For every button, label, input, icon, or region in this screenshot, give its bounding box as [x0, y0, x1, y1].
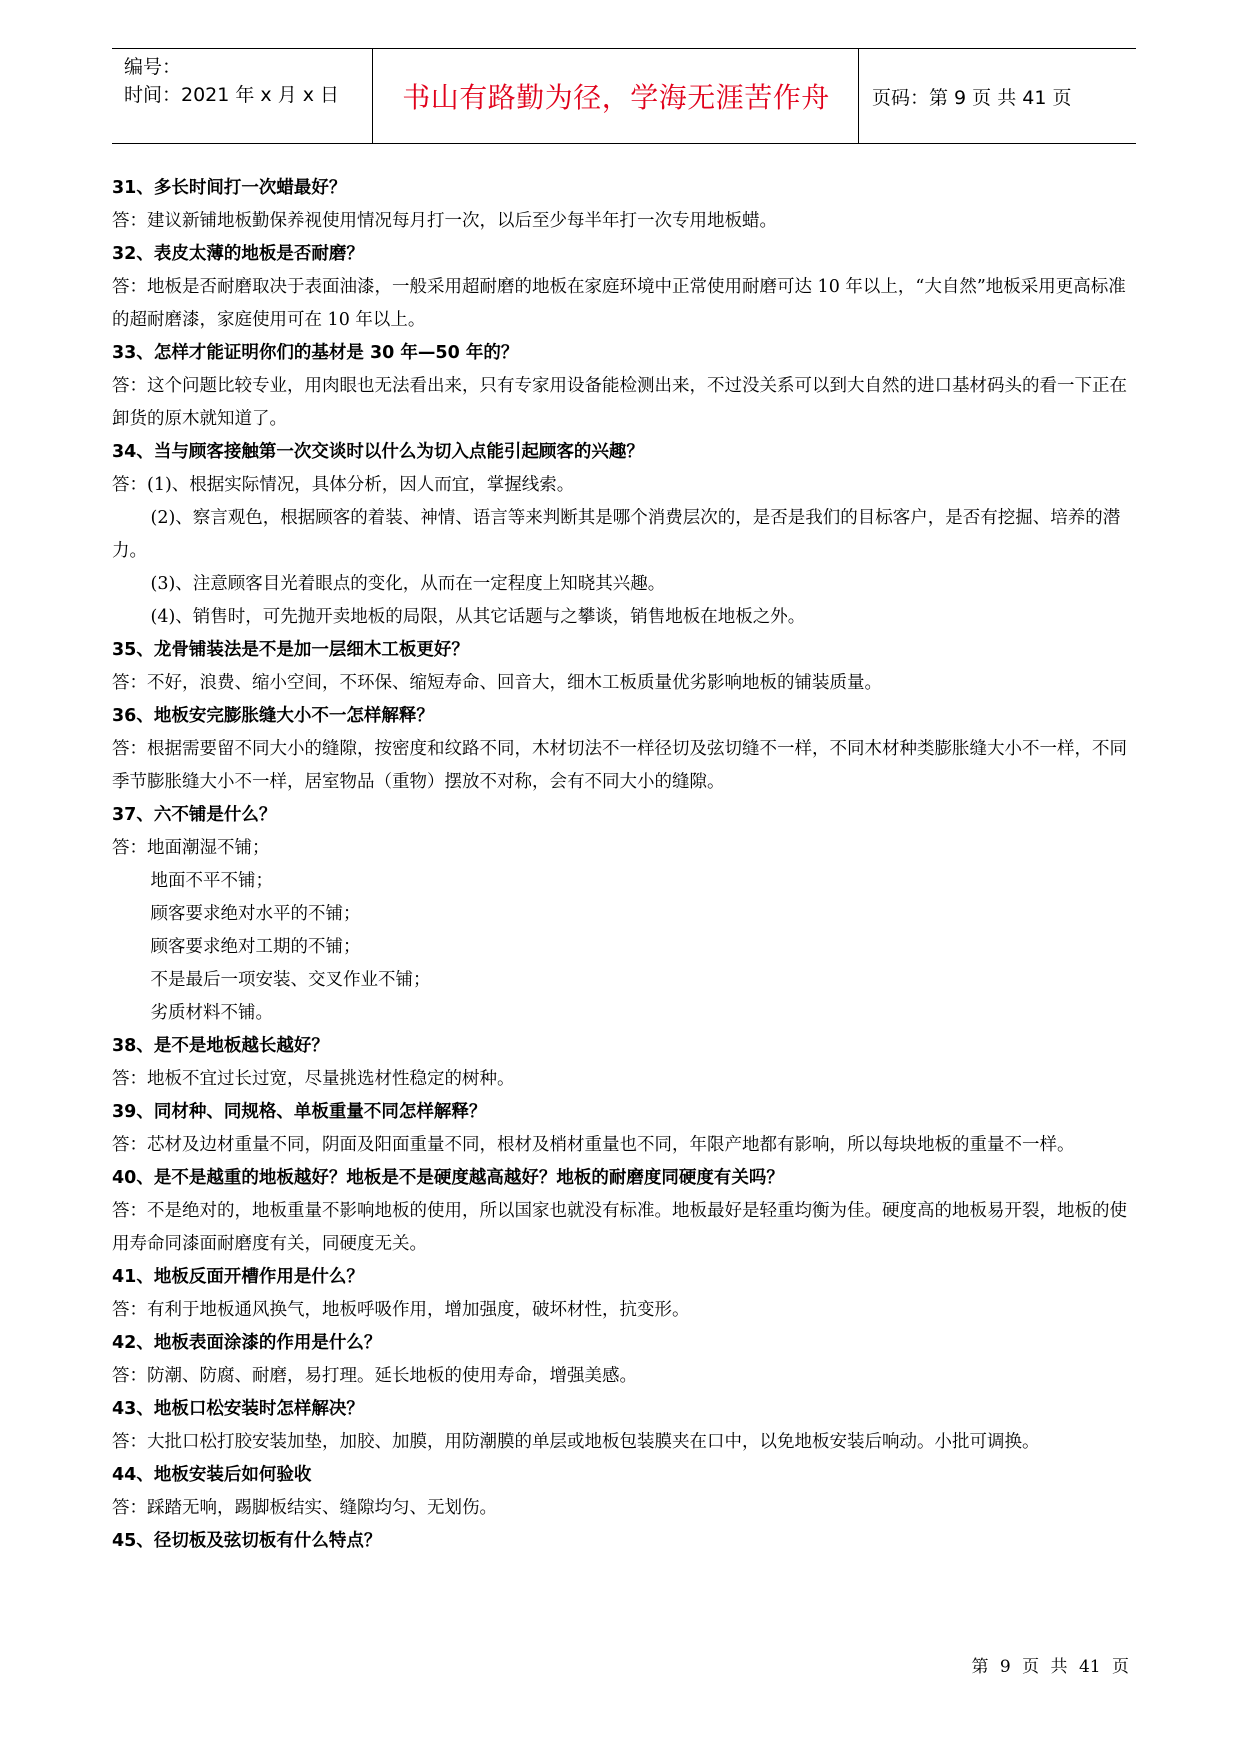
answer-text: 不是最后一项安装、交叉作业不铺；	[150, 970, 431, 990]
question-heading: 32、表皮太薄的地板是否耐磨？	[112, 244, 364, 264]
question-heading: 37、六不铺是什么？	[112, 805, 277, 825]
answer-text: 答：建议新铺地板勤保养视使用情况每月打一次，以后至少每半年打一次专用地板蜡。	[112, 211, 777, 231]
answer-text: (2)、察言观色，根据顾客的着装、神情、语言等来判断其是哪个消费层次的，是否是我们的目标客户，是否有挖掘、培养的潜力。	[112, 508, 1121, 561]
header-divider	[858, 49, 859, 143]
answer-text: 答：地面潮湿不铺；	[112, 838, 270, 858]
answer-text: 答：根据需要留不同大小的缝隙，按密度和纹路不同，木材切法不一样径切及弦切缝不一样，不同木材种类膨胀缝大小不一样，不同季节膨胀缝大小不一样，居室物品（重物）摆放不对称，会有不同大小的缝隙。	[112, 739, 1127, 792]
page-footer: 第 9 页 共 41 页	[971, 1657, 1129, 1677]
question-heading: 35、龙骨铺装法是不是加一层细木工板更好？	[112, 640, 469, 660]
question-heading: 38、是不是地板越长越好？	[112, 1036, 329, 1056]
document-time-label: 时间：2021 年 x 月 x 日	[124, 84, 340, 106]
header-motto: 书山有路勤为径，学海无涯苦作舟	[402, 81, 830, 114]
answer-text: 答：这个问题比较专业，用肉眼也无法看出来，只有专家用设备能检测出来，不过没关系可以到大自然的进口基材码头的看一下正在卸货的原木就知道了。	[112, 376, 1127, 429]
question-heading: 34、当与顾客接触第一次交谈时以什么为切入点能引起顾客的兴趣？	[112, 442, 644, 462]
question-heading: 33、怎样才能证明你们的基材是 30 年—50 年的？	[112, 343, 519, 363]
question-heading: 40、是不是越重的地板越好？地板是不是硬度越高越好？地板的耐磨度同硬度有关吗？	[112, 1168, 784, 1188]
answer-text: 顾客要求绝对工期的不铺；	[150, 937, 361, 957]
question-heading: 41、地板反面开槽作用是什么？	[112, 1267, 364, 1287]
answer-text: 劣质材料不铺。	[150, 1003, 273, 1023]
answer-text: (3)、注意顾客目光着眼点的变化，从而在一定程度上知晓其兴趣。	[150, 574, 666, 594]
answer-text: 答：有利于地板通风换气，地板呼吸作用，增加强度，破坏材性，抗变形。	[112, 1300, 690, 1320]
answer-text: 地面不平不铺；	[150, 871, 273, 891]
qa-content	[112, 172, 1140, 1558]
question-heading: 43、地板口松安装时怎样解决？	[112, 1399, 364, 1419]
answer-text: 答：芯材及边材重量不同，阴面及阳面重量不同，根材及梢材重量也不同，年限产地都有影响，所以每块地板的重量不一样。	[112, 1135, 1075, 1155]
header-page-info: 页码：第 9 页 共 41 页	[872, 86, 1072, 109]
page-header	[112, 48, 1136, 144]
question-heading: 39、同材种、同规格、单板重量不同怎样解释？	[112, 1102, 487, 1122]
question-heading: 42、地板表面涂漆的作用是什么？	[112, 1333, 382, 1353]
document-number-label: 编号：	[124, 56, 182, 78]
answer-text: 答：地板不宜过长过宽，尽量挑选材性稳定的树种。	[112, 1069, 515, 1089]
answer-text: 答：踩踏无响，踢脚板结实、缝隙均匀、无划伤。	[112, 1498, 497, 1518]
question-heading: 45、径切板及弦切板有什么特点？	[112, 1531, 382, 1551]
header-divider	[372, 49, 373, 143]
answer-text: 答：不是绝对的，地板重量不影响地板的使用，所以国家也就没有标准。地板最好是轻重均衡为佳。硬度高的地板易开裂，地板的使用寿命同漆面耐磨度有关，同硬度无关。	[112, 1201, 1127, 1254]
answer-text: 答：地板是否耐磨取决于表面油漆，一般采用超耐磨的地板在家庭环境中正常使用耐磨可达 10 年以上，“大自然”地板采用更高标准的超耐磨漆，家庭使用可在 10 年以上。	[112, 277, 1126, 330]
question-heading: 36、地板安完膨胀缝大小不一怎样解释？	[112, 706, 434, 726]
question-heading: 44、地板安装后如何验收	[112, 1465, 312, 1485]
answer-text: (4)、销售时，可先抛开卖地板的局限，从其它话题与之攀谈，销售地板在地板之外。	[150, 607, 806, 627]
answer-text: 顾客要求绝对水平的不铺；	[150, 904, 361, 924]
answer-text: 答：防潮、防腐、耐磨，易打理。延长地板的使用寿命，增强美感。	[112, 1366, 637, 1386]
question-heading: 31、多长时间打一次蜡最好？	[112, 178, 347, 198]
answer-text: 答：大批口松打胶安装加垫，加胶、加膜，用防潮膜的单层或地板包装膜夹在口中，以免地板安装后响动。小批可调换。	[112, 1432, 1040, 1452]
answer-text: 答：不好，浪费、缩小空间，不环保、缩短寿命、回音大，细木工板质量优劣影响地板的铺装质量。	[112, 673, 882, 693]
answer-text: 答：(1)、根据实际情况，具体分析，因人而宜，掌握线索。	[112, 475, 575, 495]
